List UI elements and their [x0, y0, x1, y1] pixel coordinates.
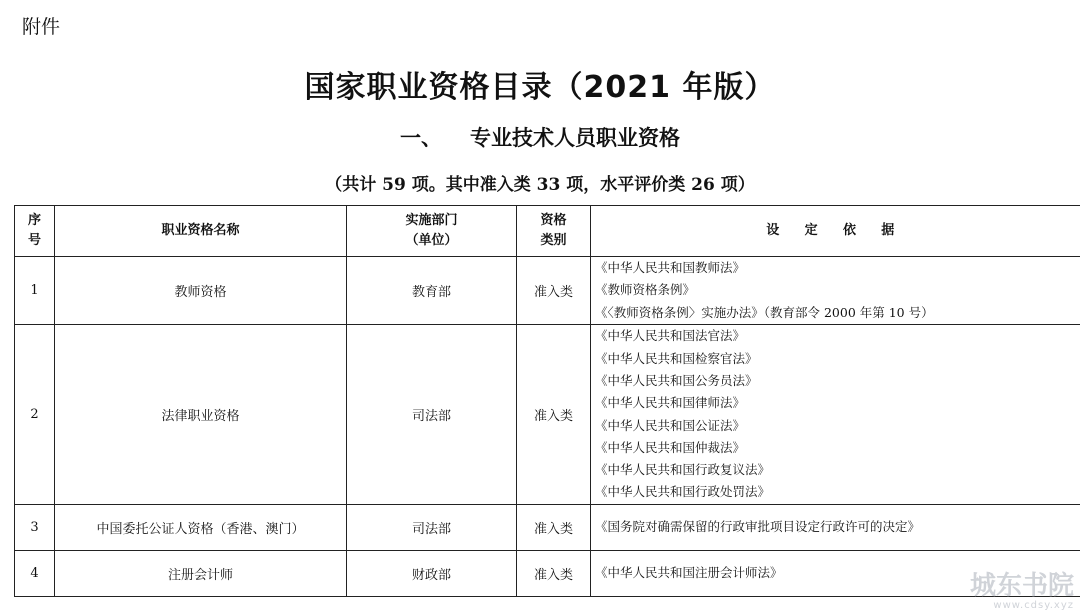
header-dept-line1: 实施部门 — [405, 213, 458, 228]
header-dept — [347, 206, 517, 257]
basis-line: 《〈教师资格条例〉实施办法》（教育部令 2000 年第 10 号） — [595, 304, 934, 320]
header-seq-line2: 号 — [27, 233, 41, 248]
summary-line: （共计 59 项。其中准入类 33 项，水平评价类 26 项） — [325, 175, 755, 195]
row-seq: 2 — [15, 325, 55, 505]
section-heading-text: 专业技术人员职业资格 — [470, 126, 680, 150]
row-name: 教师资格 — [55, 257, 347, 325]
basis-line: 《中华人民共和国检察官法》 — [595, 350, 758, 366]
basis-line: 《中华人民共和国注册会计师法》 — [595, 565, 783, 581]
row-basis — [591, 325, 1080, 505]
row-category: 准入类 — [517, 325, 591, 505]
attachment-label: 附件 — [22, 16, 61, 38]
table-row — [15, 551, 1080, 597]
row-category: 准入类 — [517, 257, 591, 325]
header-seq — [15, 206, 55, 257]
basis-line: 《中华人民共和国仲裁法》 — [595, 439, 746, 455]
basis-line: 《中华人民共和国律师法》 — [595, 395, 746, 411]
row-dept: 司法部 — [347, 505, 517, 551]
row-seq: 3 — [15, 505, 55, 551]
basis-line: 《国务院对确需保留的行政审批项目设定行政许可的决定》 — [595, 519, 921, 535]
header-category-line1: 资格 — [540, 213, 567, 228]
row-basis — [591, 257, 1080, 325]
row-basis — [591, 505, 1080, 551]
row-seq: 4 — [15, 551, 55, 597]
row-name: 法律职业资格 — [55, 325, 347, 505]
watermark-text: 城东书院 — [969, 571, 1074, 601]
header-name: 职业资格名称 — [55, 206, 347, 257]
watermark — [970, 572, 1074, 611]
row-name: 注册会计师 — [55, 551, 347, 597]
row-category: 准入类 — [517, 551, 591, 597]
row-dept: 财政部 — [347, 551, 517, 597]
table-header-row — [15, 206, 1080, 257]
qualification-table — [14, 205, 1080, 597]
basis-line: 《中华人民共和国公证法》 — [595, 417, 746, 433]
header-basis — [591, 206, 1080, 257]
table-row — [15, 505, 1080, 551]
table-row — [15, 257, 1080, 325]
header-dept-line2: （单位） — [405, 233, 458, 248]
basis-line: 《中华人民共和国行政处罚法》 — [595, 484, 771, 500]
section-heading — [0, 122, 1080, 152]
row-name: 中国委托公证人资格（香港、澳门） — [55, 505, 347, 551]
header-basis-text: 设 定 依 据 — [766, 223, 905, 238]
basis-line: 《中华人民共和国公务员法》 — [595, 372, 758, 388]
row-seq: 1 — [15, 257, 55, 325]
row-dept: 司法部 — [347, 325, 517, 505]
basis-line: 《中华人民共和国教师法》 — [595, 260, 746, 276]
document-title: 国家职业资格目录（2021 年版） — [304, 70, 776, 105]
watermark-url: www.cdsy.xyz — [993, 600, 1074, 611]
header-seq-line1: 序 — [27, 213, 41, 228]
basis-line: 《中华人民共和国行政复议法》 — [595, 462, 771, 478]
table-row — [15, 325, 1080, 505]
header-category — [517, 206, 591, 257]
basis-line: 《中华人民共和国法官法》 — [595, 328, 746, 344]
basis-line: 《教师资格条例》 — [595, 282, 696, 298]
header-category-line2: 类别 — [540, 233, 567, 248]
row-dept: 教育部 — [347, 257, 517, 325]
section-number: 一、 — [400, 126, 442, 150]
row-category: 准入类 — [517, 505, 591, 551]
